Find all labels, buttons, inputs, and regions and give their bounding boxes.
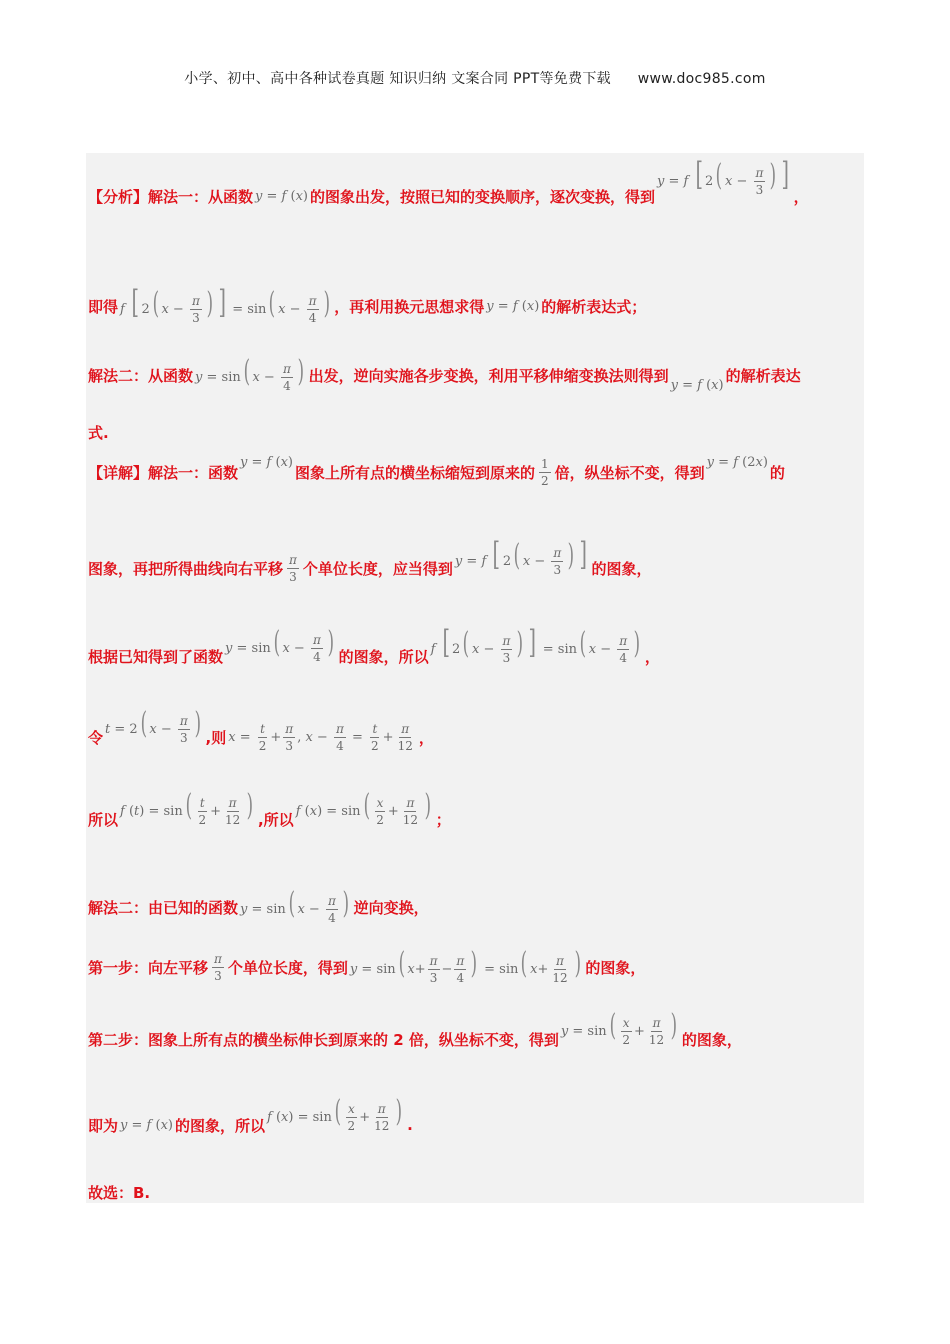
formula-y-sin: y = sin( x − $\frac{\pi}{4}$ ) xyxy=(195,354,304,393)
detail-text: 的图象，所以 xyxy=(338,647,429,666)
detail-text: 图象上所有点的横坐标缩短到原来的 xyxy=(295,464,536,482)
step-text: 的图象， xyxy=(681,1030,742,1049)
punctuation: ； xyxy=(435,810,451,829)
formula-transformed: y = f [ 2( x − $\frac{\pi}{3}$ ) ] xyxy=(454,535,588,577)
formula-f-x: f (x) = sin( $\frac{x}{2}$ + $\frac{\pi}{12}$ ) xyxy=(295,788,432,827)
formula-y-f2x: y = f (2x) xyxy=(706,455,768,470)
detail-text: ,所以 xyxy=(257,810,294,829)
formula-x-subst: x = $\frac{t}{2}$ + $\frac{\pi}{3}$ , x − $\frac{\pi}{4}$ = $\frac{t}{2}$ + $\frac{\pi}{12}$ xyxy=(228,721,413,753)
formula-y-fx: y = f (x) xyxy=(255,188,308,204)
method2-detail-line xyxy=(88,886,429,925)
header-site-text: 小学、初中、高中各种试卷真题 知识归纳 文案合同 PPT等免费下载 xyxy=(184,71,611,87)
step-text: 第一步：向左平移 xyxy=(88,958,209,977)
formula-step1: y = sin( x+ $\frac{\pi}{3}$ − $\frac{\pi}{4}$ ) = sin( x+ $\frac{\pi}{12}$ ) xyxy=(349,946,581,985)
method2-text: 解法二：从函数 xyxy=(88,366,194,385)
detail-text: 的图象， xyxy=(591,559,652,578)
formula-y-fx: y = f (x) xyxy=(240,455,293,470)
formula-y-sin: y = sin( x − $\frac{\pi}{4}$ ) xyxy=(240,886,349,925)
step-text: 第二步：图象上所有点的横坐标伸长到原来的 2 倍，纵坐标不变，得到 xyxy=(88,1030,559,1049)
method2-line-2 xyxy=(88,422,109,443)
method2-text: 式. xyxy=(88,424,109,442)
detail-text: 个单位长度，应当得到 xyxy=(302,559,453,578)
punctuation: . xyxy=(407,1116,413,1134)
step2-line xyxy=(88,1008,742,1056)
formula-t-def: t = 2( x − $\frac{\pi}{3}$ ) xyxy=(105,706,201,745)
answer-text: 故选：B. xyxy=(88,1184,151,1202)
detail-text: 的 xyxy=(769,464,785,482)
analysis-line-1 xyxy=(88,155,809,214)
formula-equation-1: f [ 2( x − $\frac{\pi}{3}$ ) ] = sin( x − $\frac{\pi}{4}$ ) xyxy=(430,623,641,665)
punctuation: ， xyxy=(793,187,809,206)
detail-text: 所以 xyxy=(88,810,119,829)
analysis-text: 即得 xyxy=(88,297,119,316)
method2-line xyxy=(88,354,801,393)
detail-line-4 xyxy=(88,706,434,754)
formula-y-fx: y = f (x) xyxy=(670,377,724,393)
analysis-text: ，再利用换元思想求得 xyxy=(334,297,485,316)
analysis-text: 的解析表达式； xyxy=(541,297,647,316)
formula-pi-3: $\frac{\pi}{3}$ xyxy=(289,552,297,584)
analysis-label: 【分析】解法一：从函数 xyxy=(88,187,254,206)
detail-line-5 xyxy=(88,788,451,836)
final-line xyxy=(88,1094,413,1142)
method2-text: 出发，逆向实施各步变换，利用平移伸缩变换法则得到 xyxy=(308,366,669,385)
step1-line xyxy=(88,946,646,985)
formula-equation-1: f [ 2( x − $\frac{\pi}{3}$ ) ] = sin( x − $\frac{\pi}{4}$ ) xyxy=(120,283,330,325)
detail-line-2 xyxy=(88,535,652,586)
punctuation: ， xyxy=(418,728,434,747)
punctuation: ， xyxy=(644,647,660,666)
formula-f-x: f (x) = sin( $\frac{x}{2}$ + $\frac{\pi}{12}$ ) xyxy=(267,1094,403,1133)
detail-text: 令 xyxy=(88,728,104,747)
detail-text: 逆向变换， xyxy=(353,898,429,917)
formula-y-sin: y = sin( x − $\frac{\pi}{4}$ ) xyxy=(225,625,334,664)
formula-f-t: f (t) = sin( $\frac{t}{2}$ + $\frac{\pi}{12}$ ) xyxy=(120,788,254,827)
analysis-text: 的图象出发，按照已知的变换顺序，逐次变换，得到 xyxy=(310,187,656,206)
step-text: 的图象， xyxy=(585,958,646,977)
detail-line-3 xyxy=(88,623,660,674)
detail-text: 倍，纵坐标不变，得到 xyxy=(554,464,705,482)
detail-text: 解法二：由已知的函数 xyxy=(88,898,239,917)
formula-step2: y = sin( $\frac{x}{2}$ + $\frac{\pi}{12}$ ) xyxy=(560,1008,678,1047)
formula-half: $\frac{1}{2}$ xyxy=(541,457,549,488)
detail-label: 【详解】解法一：函数 xyxy=(88,464,239,482)
detail-text: ,则 xyxy=(205,728,227,747)
header-url[interactable]: www.doc985.com xyxy=(637,71,766,87)
answer-line xyxy=(88,1182,150,1203)
detail-text: 图象，再把所得曲线向右平移 xyxy=(88,559,284,578)
method2-text: 的解析表达 xyxy=(725,366,801,385)
final-text: 即为 xyxy=(88,1116,119,1135)
detail-line-1 xyxy=(88,455,785,488)
formula-y-fx: y = f (x) xyxy=(120,1117,173,1133)
analysis-line-2 xyxy=(88,283,647,325)
final-text: 的图象，所以 xyxy=(175,1116,266,1135)
detail-text: 根据已知得到了函数 xyxy=(88,647,224,666)
formula-y-fx: y = f (x) xyxy=(486,298,540,314)
step-text: 个单位长度，得到 xyxy=(227,958,348,977)
page-header xyxy=(0,68,950,88)
formula-transformed: y = f [ 2( x − $\frac{\pi}{3}$ ) ] xyxy=(657,155,790,197)
formula-pi-3: $\frac{\pi}{3}$ xyxy=(214,951,222,983)
